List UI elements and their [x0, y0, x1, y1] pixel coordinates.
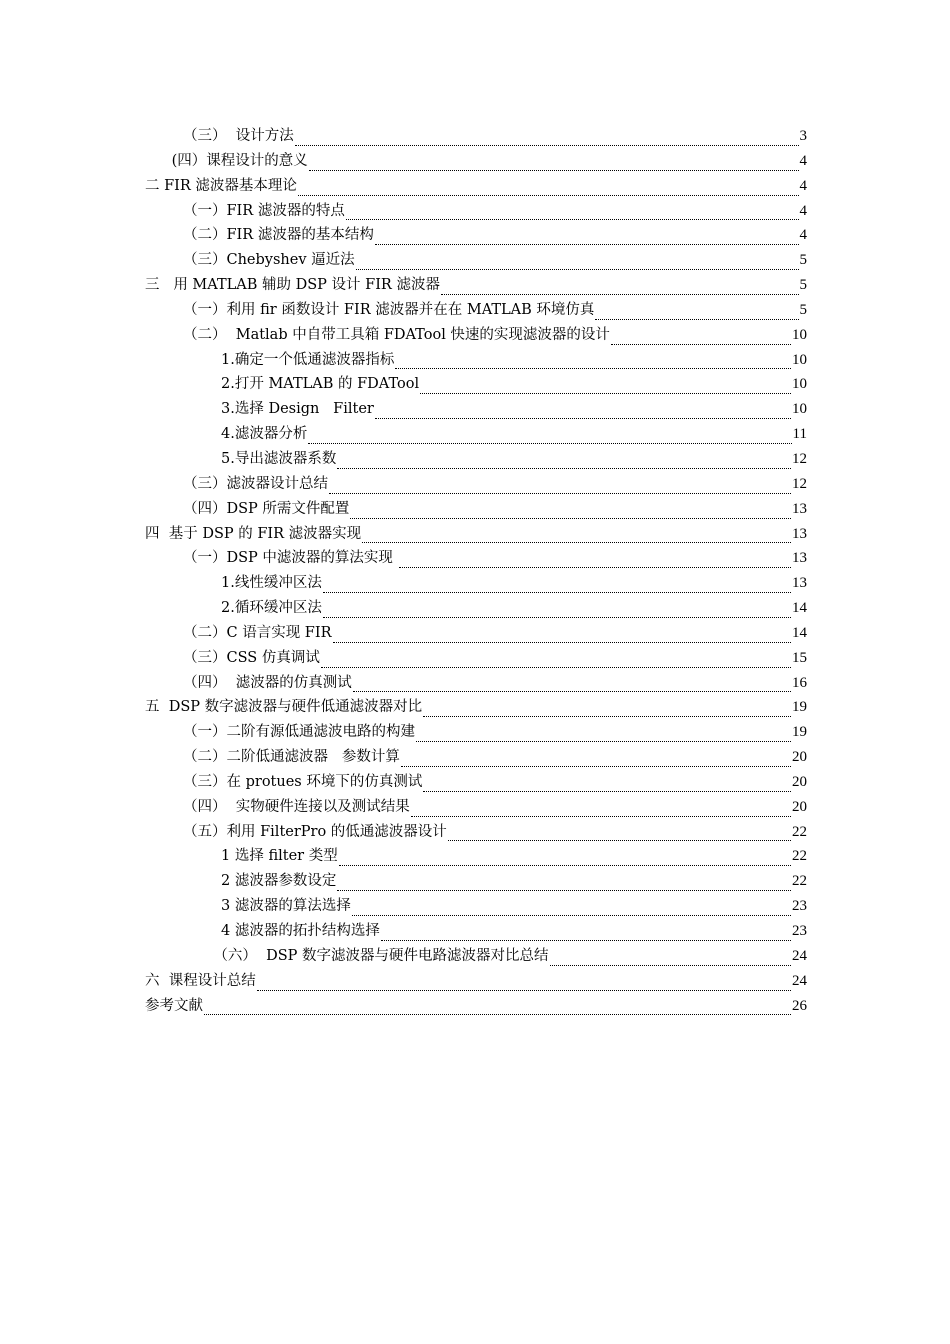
- toc-entry-title: 五 DSP 数字滤波器与硬件低通滤波器对比: [145, 699, 423, 716]
- toc-page-number: 23: [792, 923, 807, 939]
- toc-entry[interactable]: [145, 273, 807, 298]
- toc-dot-leader: [401, 766, 791, 767]
- toc-entry-title: （三）CSS 仿真调试: [183, 649, 320, 666]
- toc-row: [0, 844, 950, 869]
- toc-entry[interactable]: [183, 621, 807, 646]
- toc-page-number: 13: [792, 525, 807, 542]
- toc-row: [0, 199, 950, 224]
- toc-row: [0, 174, 950, 199]
- toc-row: [0, 720, 950, 745]
- toc-entry-title: 六 课程设计总结: [145, 972, 256, 989]
- toc-dot-leader: [337, 890, 791, 891]
- toc-dot-leader: [337, 468, 791, 469]
- toc-entry-title: 二 FIR 滤波器基本理论: [145, 177, 297, 194]
- toc-dot-leader: [329, 493, 791, 494]
- toc-entry[interactable]: [221, 397, 807, 422]
- toc-entry-title: 2 滤波器参数设定: [221, 873, 337, 890]
- toc-entry[interactable]: [145, 522, 807, 547]
- toc-dot-leader: [353, 691, 791, 692]
- toc-page-number: 15: [792, 649, 807, 666]
- toc-dot-leader: [395, 368, 791, 369]
- toc-page-number: 4: [799, 202, 807, 219]
- toc-entry[interactable]: [183, 646, 807, 671]
- toc-row: [0, 298, 950, 323]
- toc-row: [0, 894, 950, 919]
- toc-row: [0, 770, 950, 795]
- toc-dot-leader: [352, 915, 791, 916]
- toc-page-number: 5: [799, 301, 807, 318]
- toc-page-number: 3: [799, 128, 807, 144]
- toc-entry[interactable]: [145, 994, 807, 1019]
- toc-entry[interactable]: [183, 323, 807, 348]
- toc-page-number: 20: [792, 798, 807, 815]
- toc-page-number: 5: [799, 252, 807, 269]
- toc-row: [0, 372, 950, 397]
- toc-page-number: 13: [792, 500, 807, 517]
- toc-row: [0, 795, 950, 820]
- toc-entry[interactable]: [145, 969, 807, 994]
- toc-entry-title: 参考文献: [145, 997, 203, 1014]
- toc-page-number: 14: [792, 600, 807, 617]
- toc-entry-title: （一）DSP 中滤波器的算法实现: [183, 550, 398, 567]
- toc-entry[interactable]: [221, 372, 807, 397]
- toc-row: [0, 422, 950, 447]
- toc-entry[interactable]: [145, 174, 807, 199]
- toc-row: [0, 273, 950, 298]
- toc-page-number: 4: [799, 177, 807, 194]
- toc-dot-leader: [346, 219, 799, 220]
- toc-dot-leader: [381, 940, 791, 941]
- toc-page-number: 11: [792, 426, 807, 443]
- toc-row: [0, 447, 950, 472]
- toc-page-number: 22: [792, 873, 807, 890]
- toc-entry-title: 2.循环缓冲区法: [221, 600, 322, 617]
- toc-entry-title: 1.确定一个低通滤波器指标: [221, 351, 395, 368]
- toc-dot-leader: [375, 244, 799, 245]
- toc-dot-leader: [423, 716, 791, 717]
- toc-entry-title: (四）课程设计的意义: [171, 152, 308, 169]
- toc-page-number: 12: [792, 450, 807, 467]
- toc-row: [0, 671, 950, 696]
- toc-entry[interactable]: [183, 820, 807, 845]
- toc-entry-title: （三）滤波器设计总结: [183, 475, 328, 492]
- toc-page-number: 22: [792, 848, 807, 865]
- toc-dot-leader: [595, 319, 798, 320]
- toc-row: [0, 820, 950, 845]
- toc-entry-title: 1.线性缓冲区法: [221, 575, 322, 592]
- toc-page-number: 13: [792, 575, 807, 592]
- toc-entry-title: （二）FIR 滤波器的基本结构: [183, 227, 374, 244]
- toc-row: [0, 919, 950, 944]
- toc-row: [0, 472, 950, 497]
- toc-page-number: 10: [792, 376, 807, 393]
- toc-dot-leader: [204, 1014, 791, 1015]
- toc-page-number: 14: [792, 624, 807, 641]
- toc-entry-title: （六） DSP 数字滤波器与硬件电路滤波器对比总结: [213, 947, 549, 964]
- toc-entry-title: （二）C 语言实现 FIR: [183, 624, 332, 641]
- toc-dot-leader: [350, 518, 791, 519]
- toc-dot-leader: [309, 170, 799, 171]
- toc-entry-title: （三）在 protues 环境下的仿真测试: [183, 773, 423, 790]
- toc-dot-leader: [323, 617, 791, 618]
- toc-row: [0, 149, 950, 174]
- toc-entry-title: （三） 设计方法: [183, 128, 294, 144]
- toc-dot-leader: [333, 642, 791, 643]
- toc-dot-leader: [611, 344, 791, 345]
- toc-row: [0, 994, 950, 1019]
- toc-row: [0, 695, 950, 720]
- toc-entry[interactable]: [183, 199, 807, 224]
- toc-entry-title: （三）Chebyshev 逼近法: [183, 252, 355, 269]
- toc-entry-title: （一）利用 fir 函数设计 FIR 滤波器并在在 MATLAB 环境仿真: [183, 301, 595, 318]
- toc-page-number: 13: [792, 550, 807, 567]
- toc-dot-leader: [257, 990, 791, 991]
- toc-entry[interactable]: [183, 546, 807, 571]
- toc-page-number: 10: [792, 401, 807, 418]
- toc-row: [0, 745, 950, 770]
- toc-row: [0, 323, 950, 348]
- toc-page-number: 5: [799, 277, 807, 294]
- toc-page-number: 24: [792, 947, 807, 964]
- toc-page-number: 20: [792, 749, 807, 766]
- toc-entry[interactable]: [183, 124, 807, 149]
- toc-dot-leader: [356, 269, 799, 270]
- toc-entry-title: 1 选择 filter 类型: [221, 848, 338, 865]
- toc-entry-title: 3.选择 Design Filter: [221, 401, 374, 418]
- table-of-contents: [0, 124, 950, 1018]
- toc-entry[interactable]: [145, 695, 807, 720]
- toc-entry-title: 4.滤波器分析: [221, 426, 308, 443]
- toc-row: [0, 124, 950, 149]
- toc-row: [0, 223, 950, 248]
- toc-page-number: 19: [792, 724, 807, 741]
- toc-row: [0, 497, 950, 522]
- toc-row: [0, 969, 950, 994]
- toc-dot-leader: [339, 865, 791, 866]
- toc-row: [0, 869, 950, 894]
- toc-dot-leader: [323, 592, 791, 593]
- toc-entry-title: 3 滤波器的算法选择: [221, 898, 351, 915]
- toc-dot-leader: [295, 145, 799, 146]
- toc-page-number: 20: [792, 773, 807, 790]
- toc-dot-leader: [321, 667, 791, 668]
- toc-row: [0, 522, 950, 547]
- toc-entry-title: （四） 实物硬件连接以及测试结果: [183, 798, 410, 815]
- toc-entry-title: 四 基于 DSP 的 FIR 滤波器实现: [145, 525, 362, 542]
- toc-page-number: 4: [799, 227, 807, 244]
- toc-entry[interactable]: [183, 795, 807, 820]
- toc-dot-leader: [423, 791, 791, 792]
- toc-row: [0, 596, 950, 621]
- toc-page-number: 10: [792, 351, 807, 368]
- toc-page-number: 4: [799, 152, 807, 169]
- toc-entry-title: 三 用 MATLAB 辅助 DSP 设计 FIR 滤波器: [145, 277, 440, 294]
- toc-entry[interactable]: [183, 223, 807, 248]
- toc-dot-leader: [375, 418, 791, 419]
- toc-page-number: 23: [792, 898, 807, 915]
- toc-entry-title: （四）DSP 所需文件配置: [183, 500, 350, 517]
- toc-entry[interactable]: [221, 869, 807, 894]
- toc-row: [0, 348, 950, 373]
- toc-row: [0, 621, 950, 646]
- toc-row: [0, 397, 950, 422]
- toc-entry-title: （一）二阶有源低通滤波电路的构建: [183, 724, 415, 741]
- toc-entry[interactable]: [221, 894, 807, 919]
- toc-row: [0, 944, 950, 969]
- toc-entry-title: 5.导出滤波器系数: [221, 450, 337, 467]
- toc-entry-title: （一）FIR 滤波器的特点: [183, 202, 345, 219]
- toc-entry[interactable]: [172, 149, 807, 174]
- toc-entry-title: （五）利用 FilterPro 的低通滤波器设计: [183, 823, 447, 840]
- toc-page-number: 12: [792, 475, 807, 492]
- toc-dot-leader: [416, 741, 791, 742]
- toc-dot-leader: [308, 443, 791, 444]
- toc-row: [0, 248, 950, 273]
- toc-page-number: 24: [792, 972, 807, 989]
- toc-entry[interactable]: [221, 422, 807, 447]
- toc-entry[interactable]: [221, 447, 807, 472]
- toc-dot-leader: [298, 195, 799, 196]
- toc-dot-leader: [420, 393, 791, 394]
- toc-entry-title: 2.打开 MATLAB 的 FDATool: [221, 376, 420, 393]
- toc-row: [0, 646, 950, 671]
- toc-entry[interactable]: [221, 919, 807, 944]
- toc-entry[interactable]: [221, 844, 807, 869]
- toc-row: [0, 546, 950, 571]
- toc-entry[interactable]: [183, 745, 807, 770]
- toc-entry[interactable]: [221, 571, 807, 596]
- toc-page-number: 26: [792, 997, 807, 1014]
- toc-entry-title: （二）二阶低通滤波器 参数计算: [183, 749, 400, 766]
- toc-entry-title: （二） Matlab 中自带工具箱 FDATool 快速的实现滤波器的设计: [183, 326, 610, 343]
- toc-dot-leader: [362, 542, 791, 543]
- toc-entry[interactable]: [183, 720, 807, 745]
- toc-dot-leader: [550, 965, 791, 966]
- toc-dot-leader: [448, 840, 791, 841]
- toc-entry[interactable]: [183, 298, 807, 323]
- toc-dot-leader: [411, 816, 791, 817]
- toc-entry[interactable]: [183, 248, 807, 273]
- toc-entry-title: （四） 滤波器的仿真测试: [183, 674, 352, 691]
- toc-page-number: 22: [792, 823, 807, 840]
- toc-entry[interactable]: [213, 944, 807, 969]
- toc-entry[interactable]: [221, 596, 807, 621]
- toc-entry[interactable]: [183, 770, 807, 795]
- toc-page-number: 16: [792, 674, 807, 691]
- toc-entry[interactable]: [183, 671, 807, 696]
- toc-dot-leader: [441, 294, 799, 295]
- toc-entry-title: 4 滤波器的拓扑结构选择: [221, 923, 380, 939]
- toc-entry[interactable]: [183, 497, 807, 522]
- toc-page-number: 19: [792, 699, 807, 716]
- toc-row: [0, 571, 950, 596]
- toc-page-number: 10: [792, 326, 807, 343]
- toc-entry[interactable]: [221, 348, 807, 373]
- toc-entry[interactable]: [183, 472, 807, 497]
- toc-dot-leader: [399, 567, 791, 568]
